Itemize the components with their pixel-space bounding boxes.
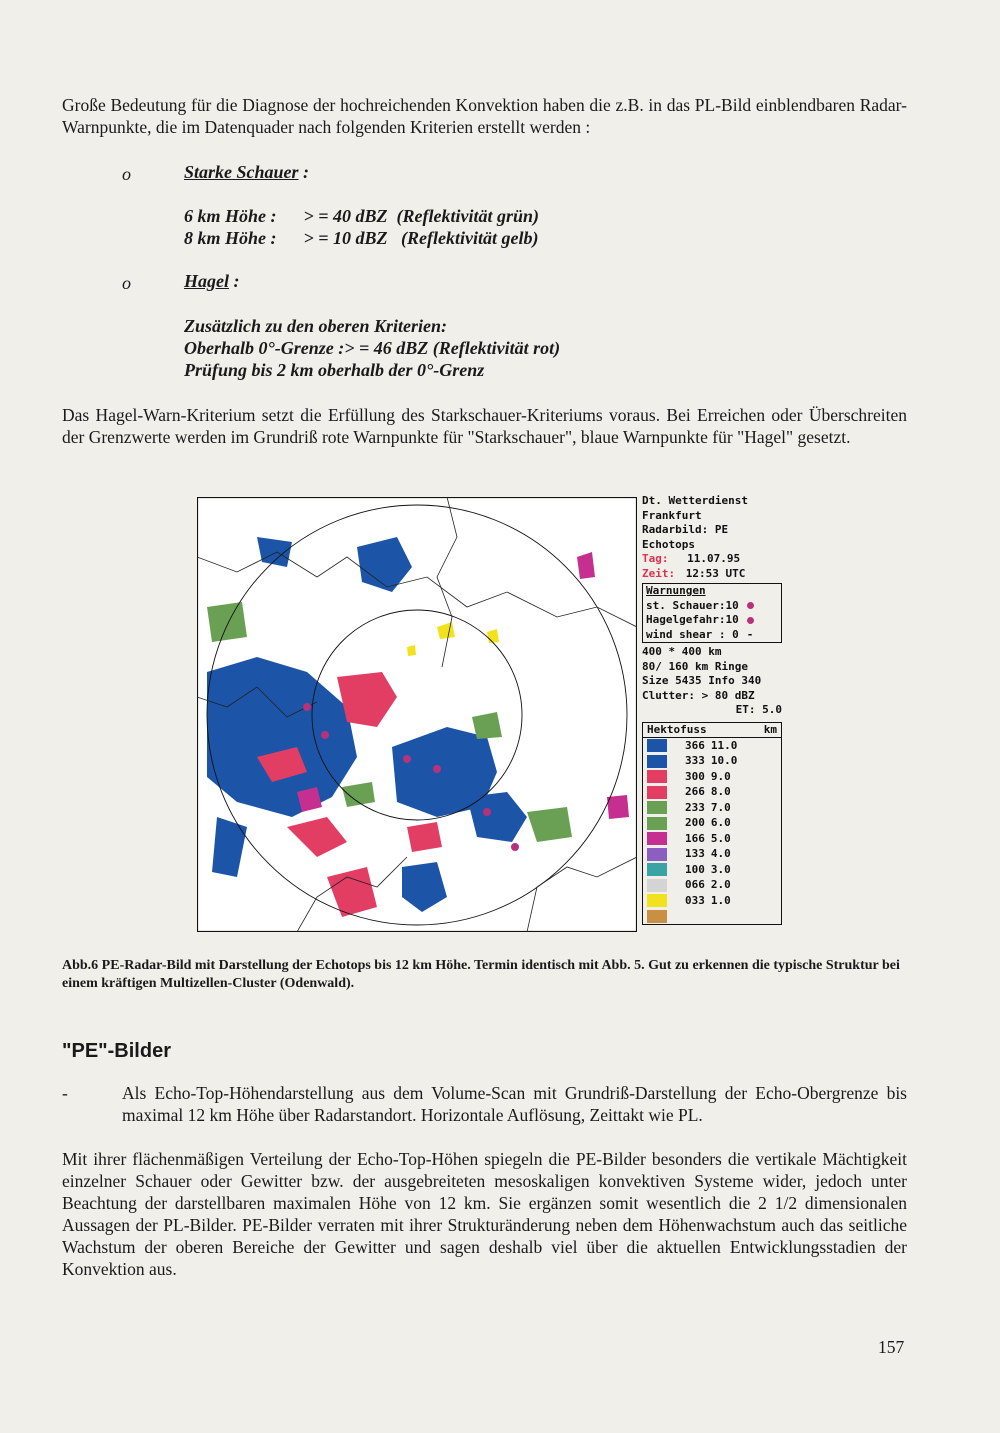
zeit-value: 12:53 UTC: [685, 566, 746, 580]
legend-row: [643, 831, 781, 847]
legend-value: 133: [685, 847, 705, 860]
legend-km: 8.0: [710, 785, 731, 798]
legend-tag-row: [642, 552, 782, 567]
starkschauer-title-text: Starke Schauer: [184, 162, 299, 182]
legend-scale: [642, 722, 782, 926]
legend-row: [643, 769, 781, 785]
legend-value: 033: [685, 893, 705, 907]
legend-swatch: [647, 755, 667, 768]
legend-row: [643, 862, 781, 878]
legend-swatch: [647, 832, 667, 845]
bullet-starkschauer: o: [122, 164, 131, 184]
legend-swatch: [647, 848, 667, 861]
warn-dot-icon: [747, 602, 754, 609]
hagel-title-text: Hagel: [184, 271, 229, 291]
info-5: ET: 5.0: [735, 703, 782, 716]
legend-value: 300: [685, 769, 705, 783]
legend-row: [643, 909, 781, 925]
warning-row-windshear: [646, 628, 778, 643]
legend-swatch: [647, 739, 667, 752]
legend-row: [643, 878, 781, 894]
legend-swatch: [647, 894, 667, 907]
bullet-hagel: o: [122, 273, 131, 293]
legend-km: 6.0: [710, 816, 731, 829]
starkschauer-line-6km: 6 km Höhe : > = 40 dBZ (Reflektivität grün): [184, 206, 539, 226]
warning-row-hagel: [646, 613, 778, 628]
tag-label: Tag:: [642, 552, 669, 565]
legend-value: 366: [685, 738, 705, 752]
legend-row: [643, 754, 781, 770]
tag-value: 11.07.95: [687, 552, 741, 565]
legend-value: 100: [685, 862, 705, 876]
legend-value: 333: [685, 754, 705, 767]
radar-map: [197, 497, 637, 932]
legend-km: 5.0: [710, 831, 731, 845]
warn-dot-icon: [747, 617, 754, 624]
pe-item: Als Echo-Top-Höhendarstellung aus dem Volume-Scan mit Grundriß-Darstellung der Echo-Obergrenze bis maximal 12 km Höhe über Radarstandort. Horizontale Auflösung, Zeittakt wie PL.: [122, 1083, 907, 1125]
legend-rows: [643, 738, 781, 924]
legend-header-3: Radarbild: PE: [642, 523, 729, 536]
warning-row-label: Hagelgefahr:10: [646, 613, 739, 626]
legend-value: 166: [685, 831, 705, 845]
legend-row: [643, 800, 781, 816]
legend-row: [643, 816, 781, 832]
legend-swatch: [647, 879, 667, 892]
info-1: 400 * 400 km: [642, 645, 722, 658]
legend-panel: [642, 494, 782, 925]
warning-row-label: st. Schauer:10: [646, 598, 739, 612]
pe-paragraph: Mit ihrer flächenmäßigen Verteilung der Echo-Top-Höhen spiegeln die PE-Bilder besonders die vertikale Mächtigkeit einzelner Schauer oder Gewitter bzw. der ausgebreiteten mesoskaligen konvektiven Systeme wider, jedoch unter Beachtung der darstellbaren maximalen Höhe von 12 km. Sie ergänzen somit wesentlich die 2 1/2 dimensionalen Aussagen der PL-Bilder. PE-Bilder verraten mit ihrer Strukturänderung neben dem Höhenwachstum auch das seitliche Wachstum der oberen Bereiche der Gewitter und sagen deshalb viel über die aktuellen Entwicklungsstadien der Konvektion aus.: [62, 1149, 907, 1279]
warning-row-label: wind shear : 0: [646, 627, 739, 641]
zeit-label: Zeit:: [642, 566, 676, 580]
windshear-dash: -: [746, 627, 754, 641]
legend-swatch: [647, 786, 667, 799]
legend-row: [643, 738, 781, 754]
hagel-line-2: Oberhalb 0°-Grenze :> = 46 dBZ (Reflektivität rot): [184, 338, 561, 358]
legend-swatch: [647, 863, 667, 876]
info-2: 80/ 160 km Ringe: [642, 659, 748, 673]
warnings-title: Warnungen: [646, 584, 706, 597]
legend-km: 10.0: [710, 754, 738, 767]
hagel-colon: :: [229, 271, 240, 291]
page-number: 157: [878, 1337, 905, 1357]
pe-item-dash: -: [62, 1083, 68, 1103]
legend-value: 233: [685, 800, 705, 814]
legend-swatch: [647, 770, 667, 783]
info-3: Size 5435 Info 340: [642, 674, 762, 687]
legend-row: [643, 785, 781, 801]
intro-paragraph: Große Bedeutung für die Diagnose der hochreichenden Konvektion haben die z.B. in das PL-Bild einblendbaren Radar-Warnpunkte, die im Datenquader nach folgenden Kriterien erstellt werden :: [62, 95, 907, 137]
legend-swatch: [647, 910, 667, 923]
legend-swatch: [647, 817, 667, 830]
legend-value: 266: [685, 785, 705, 798]
legend-km: 7.0: [710, 800, 731, 814]
pe-heading: "PE"-Bilder: [62, 1040, 171, 1062]
legend-value: 200: [685, 816, 705, 829]
legend-km: 1.0: [710, 893, 731, 907]
legend-header-4: Echotops: [642, 537, 695, 551]
legend-value: 066: [685, 878, 705, 891]
legend-km: 3.0: [710, 862, 731, 876]
legend-km: 2.0: [710, 878, 731, 891]
legend-header-1: Dt. Wetterdienst: [642, 494, 748, 507]
warnings-box: [642, 583, 782, 643]
legend-row: [643, 893, 781, 909]
legend-row: [643, 847, 781, 863]
legend-header-2: Frankfurt: [642, 508, 702, 522]
figure-caption: Abb.6 PE-Radar-Bild mit Darstellung der Echotops bis 12 km Höhe. Termin identisch mit Abb. 5. Gut zu erkennen die typische Struktur bei einem kräftigen Multizellen-Cluster (Odenwald).: [62, 958, 900, 991]
legend-zeit-row: [642, 567, 782, 582]
starkschauer-line-8km: 8 km Höhe : > = 10 dBZ (Reflektivität gelb): [184, 228, 539, 248]
hagel-line-1: Zusätzlich zu den oberen Kriterien:: [184, 316, 448, 336]
starkschauer-colon: :: [298, 162, 310, 182]
starkschauer-title: [184, 162, 309, 183]
hagel-line-3: Prüfung bis 2 km oberhalb der 0°-Grenz: [184, 360, 485, 380]
hagel-paragraph: Das Hagel-Warn-Kriterium setzt die Erfüllung des Starkschauer-Kriteriums voraus. Bei Erreichen oder Überschreiten der Grenzwerte werden im Grundriß rote Warnpunkte für "Starkschauer", blaue Warnpunkte für "Hagel" gesetzt.: [62, 405, 907, 447]
legend-km: 4.0: [710, 847, 731, 860]
warning-row-starkschauer: [646, 599, 778, 614]
legend-km: 11.0: [710, 738, 738, 752]
legend-swatch: [647, 801, 667, 814]
hagel-title: [184, 271, 240, 292]
info-4: Clutter: > 80 dBZ: [642, 688, 755, 702]
legend-title: Hektofuss: [647, 722, 707, 736]
legend-scale-header: [643, 723, 781, 739]
legend-unit: km: [763, 722, 777, 736]
legend-km: 9.0: [710, 769, 731, 783]
